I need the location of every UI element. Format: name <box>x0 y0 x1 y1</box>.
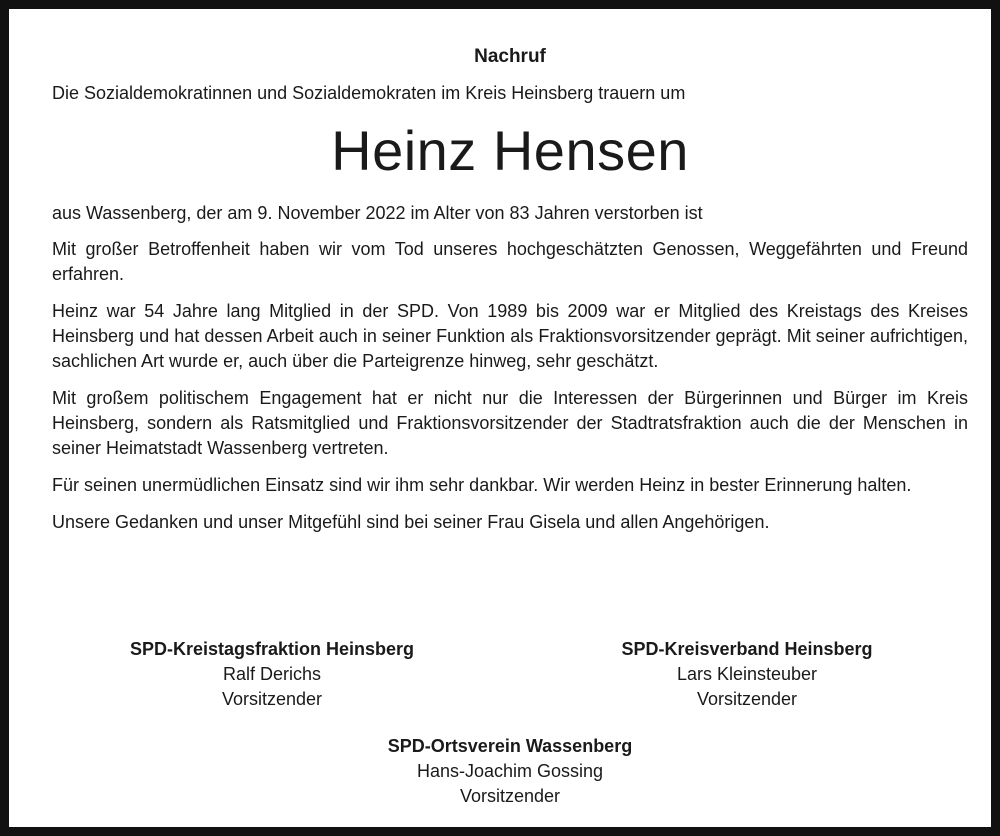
signature-org: SPD-Ortsverein Wassenberg <box>387 736 633 756</box>
signature-role: Vorsitzender <box>459 786 561 806</box>
paragraph-condolence: Mit großer Betroffenheit haben wir vom Tod unseres hochgeschätzten Genossen, Weggefährten und Freund erfahren. <box>52 239 968 284</box>
paragraph-membership: Heinz war 54 Jahre lang Mitglied in der SPD. Von 1989 bis 2009 war er Mitglied des Kreistags des Kreises Heinsberg und hat dessen Arbeit auch in seiner Funktion als Fraktionsvorsitzender geprägt. Mit seiner aufrichtigen, sachlichen Art wurde er, auch über die Parteigrenze hinweg, sehr geschätzt. <box>52 301 968 371</box>
signature-block <box>52 637 968 807</box>
signature-person: Lars Kleinsteuber <box>676 664 818 684</box>
signature-role: Vorsitzender <box>696 689 798 709</box>
death-details: aus Wassenberg, der am 9. November 2022 im Alter von 83 Jahren verstorben ist <box>52 203 703 223</box>
signature-org: SPD-Kreistagsfraktion Heinsberg <box>129 639 415 659</box>
signature-org: SPD-Kreisverband Heinsberg <box>621 639 873 659</box>
signature-ortsverein <box>300 734 720 809</box>
paragraph-engagement: Mit großem politischem Engagement hat er nicht nur die Interessen der Bürgerinnen und Bürger im Kreis Heinsberg, sondern als Ratsmitglied und Fraktionsvorsitzender der Stadtratsfraktion auch die der Menschen in seiner Heimatstadt Wassenberg vertreten. <box>52 388 968 458</box>
obituary-body <box>52 45 968 535</box>
obituary-heading: Nachruf <box>474 46 546 67</box>
intro-line: Die Sozialdemokratinnen und Sozialdemokraten im Kreis Heinsberg trauern um <box>52 83 686 103</box>
signature-kreistagsfraktion <box>62 637 482 712</box>
signature-person: Ralf Derichs <box>222 664 322 684</box>
paragraph-sympathy: Unsere Gedanken und unser Mitgefühl sind bei seiner Frau Gisela und allen Angehörigen. <box>52 512 770 532</box>
signature-person: Hans-Joachim Gossing <box>416 761 604 781</box>
deceased-name: Heinz Hensen <box>331 119 689 182</box>
signature-kreisverband <box>537 637 957 712</box>
paragraph-gratitude: Für seinen unermüdlichen Einsatz sind wir ihm sehr dankbar. Wir werden Heinz in bester Erinnerung halten. <box>52 475 912 495</box>
signature-role: Vorsitzender <box>221 689 323 709</box>
